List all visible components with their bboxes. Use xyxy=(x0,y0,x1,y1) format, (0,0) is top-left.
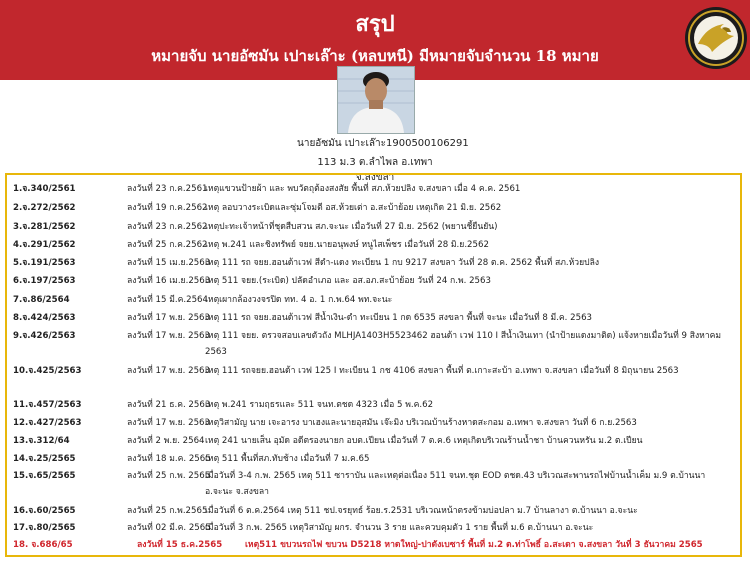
suspect-name-id: นายอัซมัน เปาะเล๊าะ1900500106291 xyxy=(297,138,469,149)
warrant-id: 16.จ.60/2565 xyxy=(13,506,76,516)
warrant-cause: เหตุ 511 จยย.(ระเบิด) ปลัดอำเภอ และ อส.อภ.สะบ้าย้อย วันที่ 24 ก.พ. 2563 xyxy=(205,276,491,286)
warrant-date: ลงวันที่ 15 เม.ย.2563 xyxy=(127,258,211,268)
warrant-cause: เหตุ 111 รถจยย.ฮอนด้า เวฟ 125 I ทะเบียน 1 กช 4106 สงขลา พื้นที่ ต.เกาะสะบ้า อ.เทพา จ.สงขลา เมื่อวันที่ 8 มิถุนายน 2563 xyxy=(205,366,679,376)
warrant-date: ลงวันที่ 23 ก.ค.2562 xyxy=(127,222,208,232)
warrant-date: ลงวันที่ 16 เม.ย.2563 xyxy=(127,276,211,286)
warrant-id: 3.จ.281/2562 xyxy=(13,222,76,232)
warrant-id: 18. จ.686/65 xyxy=(13,540,73,550)
warrant-cause: เหตุเผากล้องวงจรปิด ทท. 4 อ. 1 ก.พ.64 พท.จะนะ xyxy=(205,295,393,305)
warrant-date: ลงวันที่ 19 ก.ค.2562 xyxy=(127,203,208,213)
warrant-date: ลงวันที่ 15 มี.ค.2564 xyxy=(127,295,208,305)
warrant-date: ลงวันที่ 25 ก.ค.2562 xyxy=(127,240,208,250)
warrant-id: 8.จ.424/2563 xyxy=(13,313,76,323)
warrant-id: 13.จ.312/64 xyxy=(13,436,70,446)
warrant-date: ลงวันที่ 23 ก.ค.2561 xyxy=(127,184,208,194)
warrant-id: 4.จ.291/2562 xyxy=(13,240,76,250)
page-title: สรุป xyxy=(355,11,395,37)
warrant-date: ลงวันที่ 02 มี.ค. 2565 xyxy=(127,523,211,533)
warrant-cause: เหตุ 111 รถ จยย.ฮอนด้าเวฟ สีดำ-แดง ทะเบียน 1 กบ 9217 สงขลา วันที่ 28 ต.ค. 2562 พื้นที่ สภ.ห้วยปลิง xyxy=(205,258,600,268)
warrant-id: 7.จ.86/2564 xyxy=(13,295,70,305)
warrant-id: 11.จ.457/2563 xyxy=(13,400,82,410)
police-eagle-emblem-icon xyxy=(684,6,748,70)
warrant-cause: เหตุ 241 นายเส็น อุมัด อดีตรองนายก อบต.เปียน เมื่อวันที่ 7 ต.ค.6 เหตุเกิดบริเวณร้านน้ำชา บ้านควนหรัน ม.2 ต.เปียน xyxy=(205,436,643,446)
warrant-id: 12.จ.427/2563 xyxy=(13,418,82,428)
warrant-cause: เหตุวิสามัญ นาย เจะอารง บาเฮงและนายอุสมัน เจ๊ะมิง บริเวณบ้านร้างหาดสะกอม อ.เทพา จ.สงขลา วันที่ 6 ก.ย.2563 xyxy=(205,418,637,428)
warrant-cause: เหตุ พ.241 รามฤธรและ 511 จนท.ตชด 4323 เมื่อ 5 พ.ค.62 xyxy=(205,400,434,410)
warrant-date: ลงวันที่ 21 ธ.ค. 2563 xyxy=(127,400,211,410)
warrant-cause: เหตุ 111 รถ จยย.ฮอนด้าเวฟ สีน้ำเงิน-ดำ ทะเบียน 1 กด 6535 สงขลา พื้นที่ จะนะ เมื่อวันที่ 8 มี.ค. 2563 xyxy=(205,313,593,323)
warrant-cause: เหตุ 111 จยย. ตรวจสอบเลขตัวถัง MLHJA1403H5523462 ฮอนด้า เวฟ 110 I สีน้ำเงินเทา (นำป้ายแดงมาติด) แจ้งหายเมื่อวันที่ 9 สิงหาคม 2563 xyxy=(205,331,722,357)
warrant-id: 6.จ.197/2563 xyxy=(13,276,76,286)
warrant-cause: เมื่อวันที่ 3-4 ก.พ. 2565 เหตุ 511 ซาราบัน และเหตุต่อเนื่อง 511 จนท.ชุด EOD ตชด.43 บริเวณสะพานรถไฟบ้านน้ำเค็ม ม.9 ต.บ้านนา อ.จะนะ จ.สงขลา xyxy=(205,471,706,497)
warrant-date: ลงวันที่ 2 พ.ย. 2564 xyxy=(127,436,205,446)
warrant-cause: เหตุ พ.241 และชิงทรัพย์ จยย.นายอนุพงษ์ หนูไสเพ็ชร เมื่อวันที่ 28 มิ.ย.2562 xyxy=(205,240,489,250)
warrant-date: ลงวันที่ 17 พ.ย. 2563 xyxy=(127,331,210,341)
warrant-id: 10.จ.425/2563 xyxy=(13,366,82,376)
warrant-id: 2.จ.272/2562 xyxy=(13,203,76,213)
warrant-cause: เหตุแขวนป้ายผ้า และ พบวัตถุต้องสงสัย พื้นที่ สภ.ห้วยปลิง จ.สงขลา เมื่อ 4 ค.ค. 2561 xyxy=(205,184,521,194)
warrant-id: 17.จ.80/2565 xyxy=(13,523,76,533)
warrant-cause: เมื่อวันที่ 3 ก.พ. 2565 เหตุวิสามัญ ผกร. จำนวน 3 ราย และควบคุมตัว 1 ราย พื้นที่ ม.6 ต.บ้านนา อ.จะนะ xyxy=(205,523,594,533)
warrant-date: ลงวันที่ 15 ธ.ค.2565 xyxy=(137,540,223,550)
warrant-id: 9.จ.426/2563 xyxy=(13,331,76,341)
warrant-id: 15.จ.65/2565 xyxy=(13,471,76,481)
warrant-cause: เหตุ ลอบวางระเบิดและซุ่มโจมตี อส.ห้วยเต่า อ.สะบ้าย้อย เหตุเกิด 21 มิ.ย. 2562 xyxy=(205,203,502,213)
warrant-date: ลงวันที่ 17 พ.ย. 2563 xyxy=(127,418,210,428)
page-subtitle: หมายจับ นายอัซมัน เปาะเล๊าะ (หลบหนี) มีหมายจับจำนวน 18 หมาย xyxy=(151,47,599,65)
warrant-date: ลงวันที่ 17 พ.ย. 2563 xyxy=(127,313,210,323)
suspect-address: 113 ม.3 ต.ลำไพล อ.เทพา จ.สงขลา xyxy=(317,157,433,183)
warrant-cause: เหตุ 511 พื้นที่สภ.ทับช้าง เมื่อวันที่ 7 ม.ค.65 xyxy=(205,454,370,464)
warrant-cause: เมื่อวันที่ 6 ต.ค.2564 เหตุ 511 ชป.จรยุทธ์ ร้อย.ร.2531 บริเวณหน้าตรงข้ามบ่อปลา ม.7 บ้านลางา ต.บ้านนา อ.จะนะ xyxy=(205,506,638,516)
warrant-id: 1.จ.340/2561 xyxy=(13,184,76,194)
warrant-id: 14.จ.25/2565 xyxy=(13,454,76,464)
warrant-date: ลงวันที่ 25 ก.พ. 2565 xyxy=(127,471,211,481)
warrant-cause: เหตุปะทะเจ้าหน้าที่ชุดสืบสวน สภ.จะนะ เมื่อวันที่ 27 มิ.ย. 2562 (พยานชี้ยืนยัน) xyxy=(205,222,498,232)
warrant-list xyxy=(5,173,742,557)
warrant-date: ลงวันที่ 25 ก.พ.2565 xyxy=(127,506,208,516)
warrant-date: ลงวันที่ 18 ม.ค. 2565 xyxy=(127,454,211,464)
warrant-date: ลงวันที่ 17 พ.ย. 2563 xyxy=(127,366,210,376)
warrant-cause: เหตุ511 ขบวนรถไฟ ขบวน D5218 หาดใหญ่-ปาดังเบซาร์ พื้นที่ ม.2 ต.ท่าโพธิ์ อ.สะเดา จ.สงขลา วันที่ 3 ธันวาคม 2565 xyxy=(245,540,703,550)
suspect-photo xyxy=(337,66,415,134)
warrant-id: 5.จ.191/2563 xyxy=(13,258,76,268)
